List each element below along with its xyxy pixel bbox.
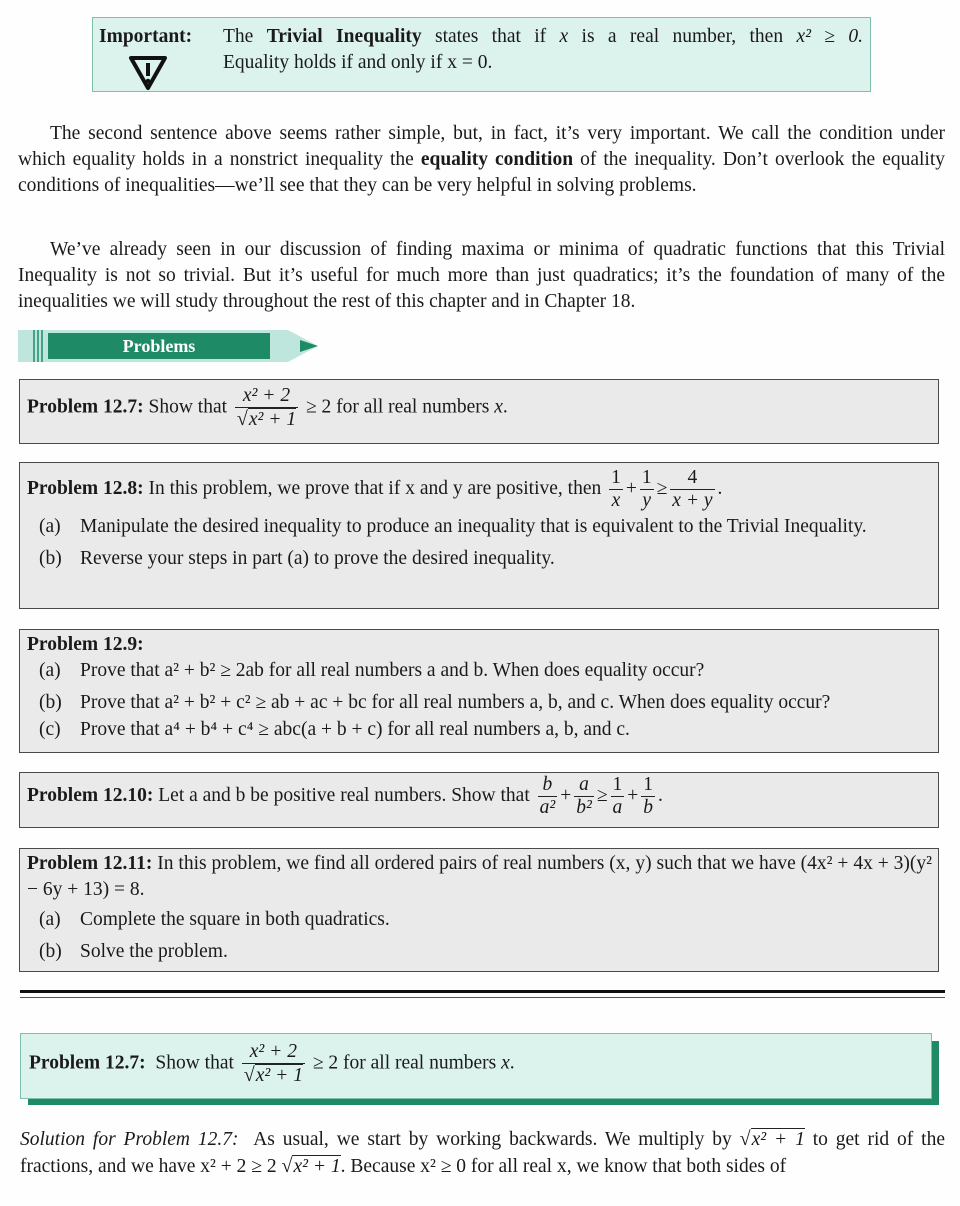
problem-part: (a) Prove that a² + b² ≥ 2ab for all real numbers a and b. When does equality occur? xyxy=(39,660,705,681)
problem-title: Problem 12.8: xyxy=(27,477,144,499)
paragraph-equality-condition: The second sentence above seems rather simple, but, in fact, it’s very important. We call the condition under which equality holds in a nonstrict inequality the equality condition of the inequality. Don’t overlook the equality conditions of inequalities—we’ll see that they can be very helpful in solving problems. xyxy=(18,123,946,196)
important-callout xyxy=(92,17,871,92)
problems-banner-label: Problems xyxy=(122,336,196,356)
problem-part: (b) Prove that a² + b² + c² ≥ ab + ac + bc for all real numbers a, b, and c. When does equality occur? xyxy=(39,692,831,713)
problem-title: Problem 12.7: xyxy=(29,1052,146,1074)
problem-12-9-box xyxy=(19,629,939,753)
solution-label: Solution for Problem 12.7: xyxy=(20,1129,239,1150)
problems-banner xyxy=(18,330,328,362)
important-text: The Trivial Inequality states that if x is a real number, then x² ≥ 0. Equality holds if and only if x = 0. xyxy=(223,26,863,73)
fraction: $\frac{\text{x² + 2}}{\text{√x² + 1}}$ xyxy=(236,385,297,430)
important-line2: Equality holds if and only if x = 0. xyxy=(223,52,493,73)
problem-part: (a) Complete the square in both quadratics. xyxy=(39,909,390,930)
problem-title: Problem 12.7: xyxy=(27,396,144,418)
paragraph-trivial-foundation: We’ve already seen in our discussion of finding maxima or minima of quadratic functions that this Trivial Inequality is not so trivial. But it’s useful for much more than just quadratics; it’s the foundation of many of the inequalities we will study throughout the rest of this chapter and in Chapter 18. xyxy=(18,239,945,312)
problem-12-10-box: Problem 12.10: Let a and b be positive real numbers. Show that $\frac{b}{\text{a²}}$ + $\frac{a}{\text{b²}}$ ≥ $\frac{1}{a}$ + $\frac{1}{b}$ . xyxy=(19,772,939,828)
problem-title: Problem 12.9: xyxy=(27,634,144,655)
problem-12-11-box: Problem 12.11: In this problem, we find all ordered pairs of real numbers (x, y) such that we have (4x² + 4x + 3)(y² − 6y + 13) = 8. (a) Complete the square in both quadratics. (b) Solve the problem. xyxy=(19,848,939,972)
problem-part: (a) Manipulate the desired inequality to produce an inequality that is equivalent to the Trivial Inequality. xyxy=(39,516,867,537)
problem-part: (b) Reverse your steps in part (a) to prove the desired inequality. xyxy=(39,548,555,569)
warning-triangle-icon xyxy=(127,52,169,92)
problem-12-7-box: Problem 12.7: Show that $\frac{\text{x² + 2}}{\text{√x² + 1}}$ ≥ 2 for all real numbers x. xyxy=(19,379,939,444)
problem-title: Problem 12.11: xyxy=(27,853,153,874)
solution-problem-box: Problem 12.7: Show that $\frac{\text{x² + 2}}{\text{√x² + 1}}$ ≥ 2 for all real numbers x. xyxy=(20,1033,932,1099)
problem-part: (c) Prove that a⁴ + b⁴ + c⁴ ≥ abc(a + b + c) for all real numbers a, b, and c. xyxy=(39,719,630,740)
problem-title: Problem 12.10: xyxy=(27,784,154,806)
problem-12-8-box: Problem 12.8: In this problem, we prove that if x and y are positive, then $\frac{1}{x}$ + $\frac{1}{y}$ ≥ $\frac{4}{x + y}$ . (a) Manipulate the desired inequality to produce an inequality that is equivalent to the Trivial Inequality. (b) Reverse your steps in part (a) to prove the desired inequality. xyxy=(19,462,939,609)
solution-text: Solution for Problem 12.7: As usual, we start by working backwards. We multiply by √x² + 1 to get rid of the fractions, and we have x² + 2 ≥ 2 √x² + 1. Because x² ≥ 0 for all real x, we know that both sides of xyxy=(20,1128,946,1177)
important-label: Important: xyxy=(99,26,193,47)
section-divider xyxy=(20,990,945,993)
section-divider-thin xyxy=(20,997,945,998)
problem-part: (b) Solve the problem. xyxy=(39,941,228,962)
